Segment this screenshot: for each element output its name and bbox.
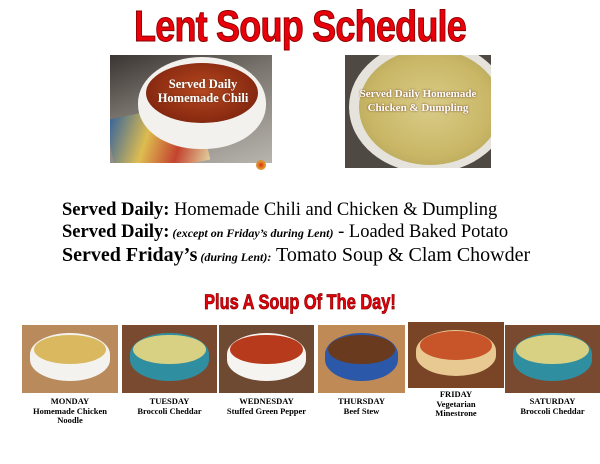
chili-overlay-line1: Served Daily xyxy=(168,77,238,91)
day-name: THURSDAY xyxy=(338,396,385,406)
schedule-text: - Loaded Baked Potato xyxy=(333,222,509,242)
soup-name: Homemade Chicken Noodle xyxy=(33,405,107,425)
soup-name: Stuffed Green Pepper xyxy=(226,405,307,416)
chicken-overlay-line2: Chicken & Dumpling xyxy=(367,102,469,114)
schedule-label: Served Daily: xyxy=(62,200,170,220)
monday-soup-image xyxy=(22,325,118,393)
soup-name: Broccoli Cheddar xyxy=(520,405,585,416)
soup-name: Beef Stew xyxy=(343,405,380,416)
chili-overlay-line2: Homemade Chili xyxy=(157,91,249,105)
schedule-label: Served Friday’s xyxy=(62,244,198,266)
friday-soup-image xyxy=(408,322,504,388)
wednesday-soup-image xyxy=(219,325,314,393)
schedule-list xyxy=(62,200,592,269)
day-tuesday xyxy=(122,325,217,435)
chicken-overlay-line1: Served Daily Homemade xyxy=(359,88,477,100)
schedule-label: Served Daily: xyxy=(62,222,170,242)
schedule-note: (except on Friday’s during Lent) xyxy=(169,226,334,240)
day-name: MONDAY xyxy=(50,396,90,406)
day-thursday xyxy=(318,325,405,435)
schedule-line xyxy=(62,222,592,244)
chicken-overlay-text xyxy=(345,87,491,115)
day-name: FRIDAY xyxy=(439,389,473,399)
day-saturday xyxy=(505,325,600,435)
thursday-soup-image xyxy=(318,325,405,393)
day-name: TUESDAY xyxy=(149,396,190,406)
schedule-line xyxy=(62,244,592,269)
soup-name: Vegetarian Minestrone xyxy=(435,398,477,418)
day-monday xyxy=(22,325,118,435)
schedule-line xyxy=(62,200,592,222)
mascot-icon xyxy=(256,160,266,170)
day-caption xyxy=(12,397,128,426)
soup-name: Broccoli Cheddar xyxy=(137,405,202,416)
soup-of-the-day-heading: Plus A Soup Of The Day! xyxy=(204,291,396,314)
chili-photo xyxy=(110,55,272,163)
day-caption xyxy=(209,397,324,416)
schedule-text: Homemade Chili and Chicken & Dumpling xyxy=(169,200,498,220)
schedule-text: Tomato Soup & Clam Chowder xyxy=(271,244,531,266)
day-wednesday xyxy=(219,325,314,435)
chicken-dumpling-photo xyxy=(345,55,491,168)
chili-overlay-text xyxy=(148,77,258,105)
page-title: Lent Soup Schedule xyxy=(133,2,467,51)
day-name: WEDNESDAY xyxy=(239,396,294,406)
saturday-soup-image xyxy=(505,325,600,393)
day-name: SATURDAY xyxy=(529,396,576,406)
tuesday-soup-image xyxy=(122,325,217,393)
day-friday xyxy=(408,322,504,432)
schedule-note: (during Lent): xyxy=(197,250,272,264)
day-caption xyxy=(495,397,600,416)
